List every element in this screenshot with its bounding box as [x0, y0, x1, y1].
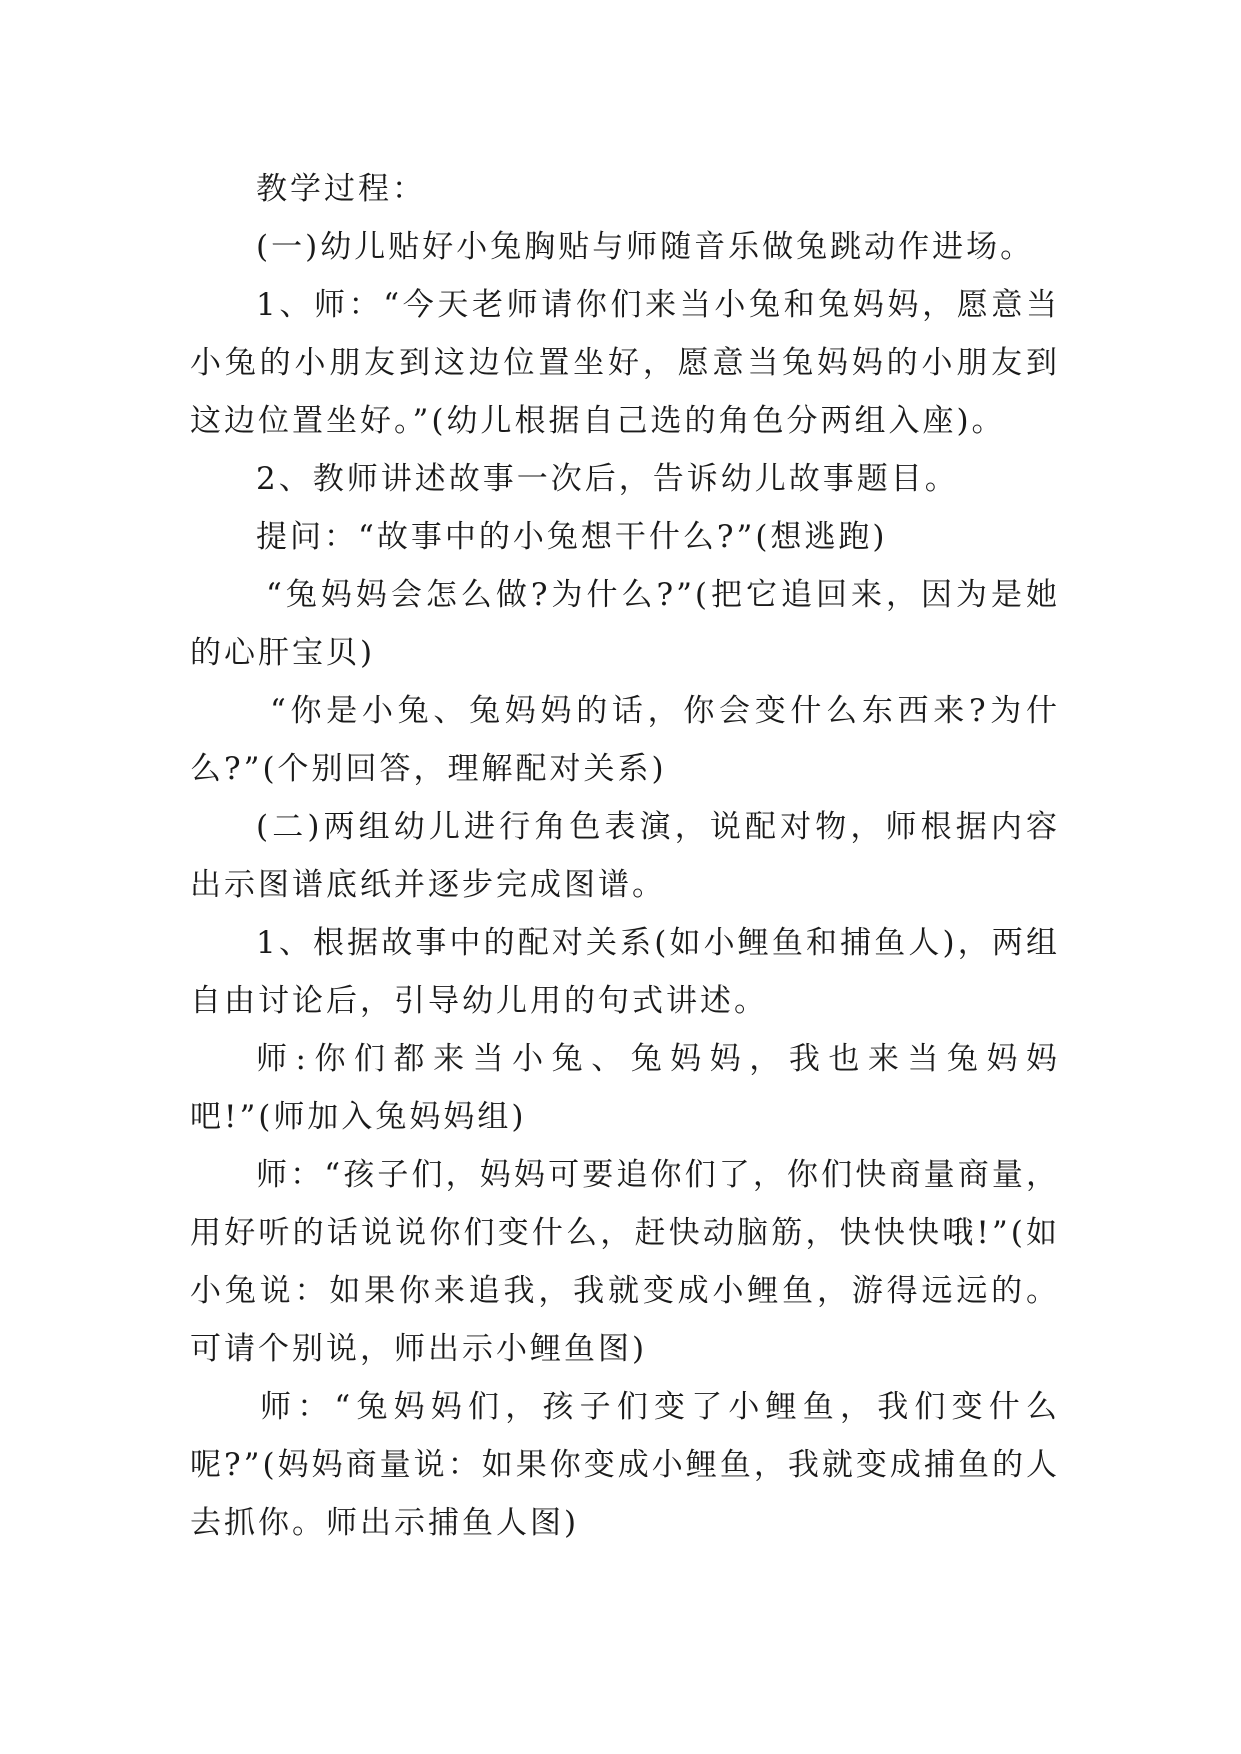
paragraph-section-one: (一)幼儿贴好小兔胸贴与师随音乐做兔跳动作进场。 — [256, 229, 1035, 265]
paragraph-pairing: 1、根据故事中的配对关系(如小鲤鱼和捕鱼人)，两组自由讨论后，引导幼儿用的句式讲述。 — [190, 925, 1060, 1019]
paragraph-teacher-mothers: 师：“兔妈妈们，孩子们变了小鲤鱼，我们变什么呢?”(妈妈商量说：如果你变成小鲤鱼，我就变成捕鱼的人去抓你。师出示捕鱼人图) — [190, 1389, 1060, 1541]
paragraph-teacher-joins: 师:你们都来当小兔、兔妈妈，我也来当兔妈妈吧!”(师加入兔妈妈组) — [190, 1041, 1060, 1135]
paragraph-step-two: 2、教师讲述故事一次后，告诉幼儿故事题目。 — [256, 461, 959, 497]
paragraph-question-mother: “兔妈妈会怎么做?为什么?”(把它追回来，因为是她的心肝宝贝) — [190, 577, 1060, 671]
paragraph-section-two: (二)两组幼儿进行角色表演，说配对物，师根据内容出示图谱底纸并逐步完成图谱。 — [190, 809, 1060, 903]
paragraph-teacher-children: 师：“孩子们，妈妈可要追你们了，你们快商量商量，用好听的话说说你们变什么，赶快动脑筋，快快快哦!”(如小兔说：如果你来追我，我就变成小鲤鱼，游得远远的。可请个别说，师出示小鲤鱼图) — [190, 1157, 1060, 1367]
document-body — [190, 160, 1060, 1552]
paragraph-question-you: “你是小兔、兔妈妈的话，你会变什么东西来?为什么?”(个别回答，理解配对关系) — [190, 693, 1060, 787]
paragraph-teaching-process-heading: 教学过程： — [256, 171, 426, 207]
paragraph-step-one: 1、师：“今天老师请你们来当小兔和兔妈妈，愿意当小兔的小朋友到这边位置坐好，愿意当兔妈妈的小朋友到这边位置坐好。”(幼儿根据自己选的角色分两组入座)。 — [190, 287, 1060, 439]
paragraph-question: 提问：“故事中的小兔想干什么?”(想逃跑) — [256, 519, 888, 555]
